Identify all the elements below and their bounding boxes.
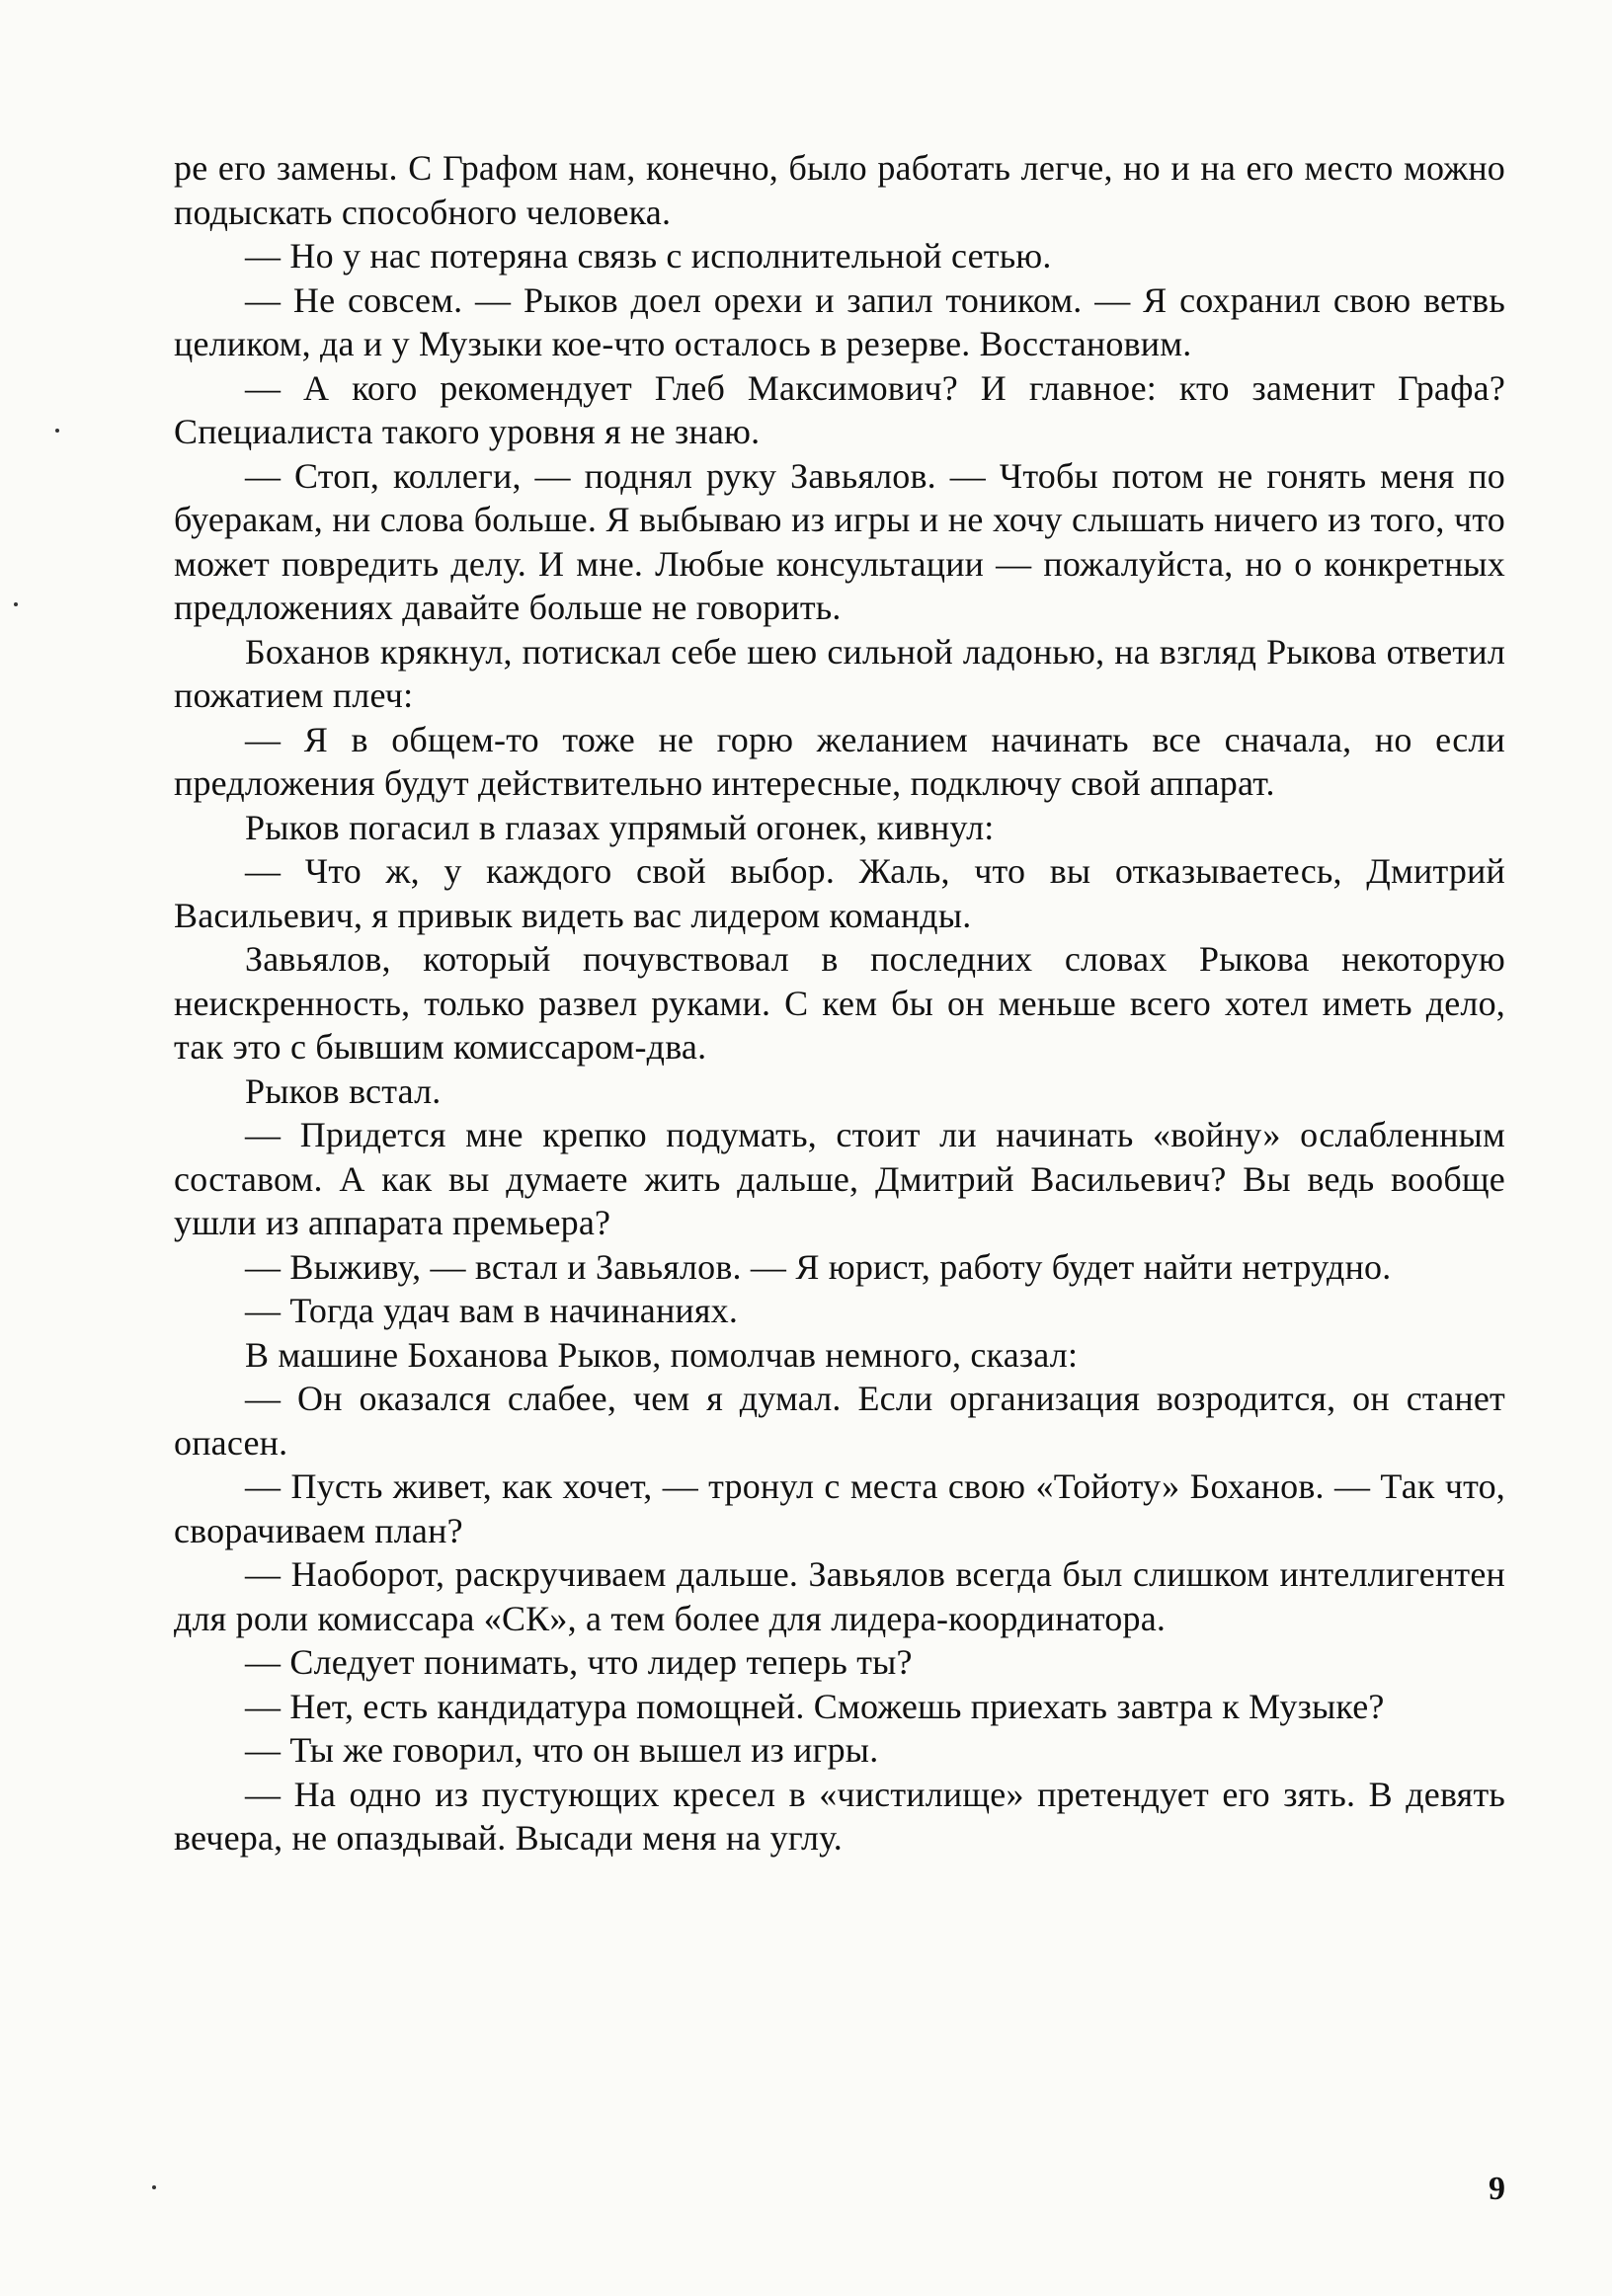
paragraph: — На одно из пустующих кресел в «чистилище» претендует его зять. В девять вечера, не опаздывай. Высади меня на углу. (174, 1774, 1505, 1858)
paragraph: — Выживу, — встал и Завьялов. — Я юрист, работу будет найти нетрудно. (245, 1246, 1392, 1287)
paragraph: — Ты же говорил, что он вышел из игры. (245, 1730, 879, 1770)
scan-speck (152, 2185, 156, 2189)
scan-speck (55, 429, 59, 433)
page-number: 9 (1489, 2171, 1505, 2207)
paragraph: ре его замены. С Графом нам, конечно, было работать легче, но и на его место можно подыскать способного человека. (174, 148, 1505, 232)
paragraph: Рыков встал. (245, 1070, 442, 1111)
paragraph: — А кого рекомендует Глеб Максимович? И главное: кто заменит Графа? Специалиста такого уровня я не знаю. (174, 367, 1505, 451)
paragraph: — Не совсем. — Рыков доел орехи и запил тоником. — Я сохранил свою ветвь целиком, да и у Музыки кое-что осталось в резерве. Восстановим. (174, 279, 1505, 363)
paragraph: — Пусть живет, как хочет, — тронул с места свою «Тойоту» Боханов. — Так что, сворачиваем план? (174, 1466, 1505, 1550)
scan-speck (14, 602, 18, 606)
paragraph: — Тогда удач вам в начинаниях. (245, 1291, 739, 1330)
paragraph: Боханов крякнул, потискал себе шею сильной ладонью, на взгляд Рыкова ответил пожатием плеч: (174, 631, 1505, 715)
paragraph: — Наоборот, раскручиваем дальше. Завьялов всегда был слишком интеллигентен для роли комиссара «СК», а тем более для лидера-координатора. (174, 1554, 1505, 1638)
paragraph: — Следует понимать, что лидер теперь ты? (245, 1642, 913, 1682)
paragraph: В машине Боханова Рыков, помолчав немного, сказал: (245, 1334, 1079, 1375)
body-text (174, 146, 1505, 1861)
paragraph: — Я в общем-то тоже не горю желанием начинать все сначала, но если предложения будут действительно интересные, подключу свой аппарат. (174, 719, 1505, 803)
paragraph: Завьялов, который почувствовал в последних словах Рыкова некоторую неискренность, только развел руками. С кем бы он меньше всего хотел иметь дело, так это с бывшим комиссаром-два. (174, 939, 1505, 1067)
paragraph: — Он оказался слабее, чем я думал. Если организация возродится, он станет опасен. (174, 1379, 1505, 1463)
paragraph: — Что ж, у каждого свой выбор. Жаль, что вы отказываетесь, Дмитрий Васильевич, я привык видеть вас лидером команды. (174, 851, 1505, 935)
paragraph: — Нет, есть кандидатура помощней. Сможешь приехать завтра к Музыке? (245, 1686, 1385, 1726)
paragraph: — Но у нас потеряна связь с исполнительной сетью. (245, 236, 1052, 276)
paragraph: Рыков погасил в глазах упрямый огонек, кивнул: (245, 807, 995, 847)
paragraph: — Стоп, коллеги, — поднял руку Завьялов. — Чтобы потом не гонять меня по буеракам, ни слова больше. Я выбываю из игры и не хочу слышать ничего из того, что может повредить делу. И мне. Любые консультации — пожалуйста, но о конкретных предложениях давайте больше не говорить. (174, 455, 1505, 627)
paragraph: — Придется мне крепко подумать, стоит ли начинать «войну» ослабленным составом. А как вы думаете жить дальше, Дмитрий Васильевич? Вы ведь вообще ушли из аппарата премьера? (174, 1115, 1505, 1242)
